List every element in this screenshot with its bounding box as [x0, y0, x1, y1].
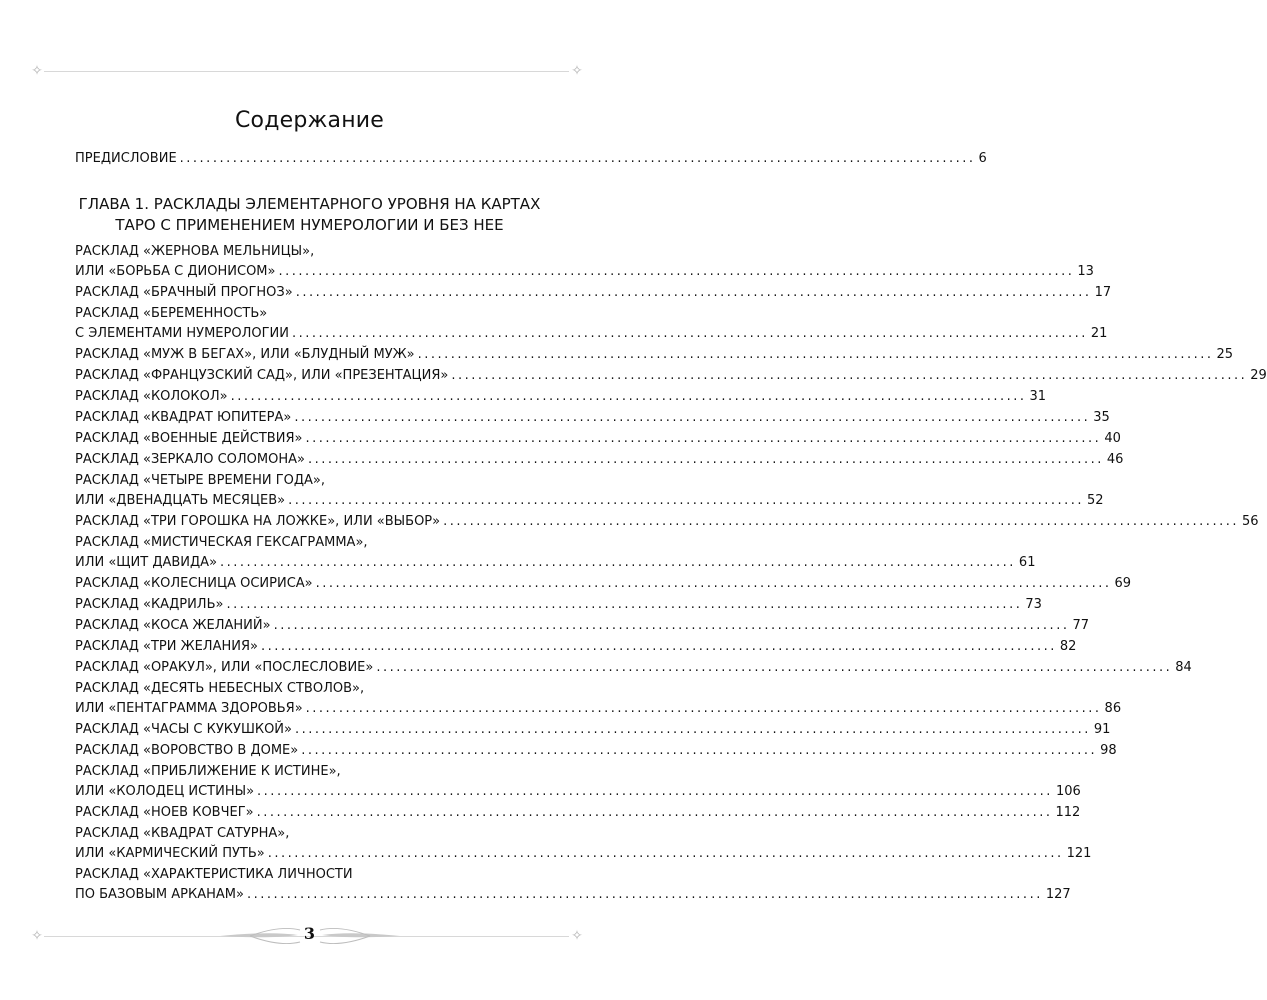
entry-label: РАСКЛАД «ФРАНЦУЗСКИЙ САД», ИЛИ «ПРЕЗЕНТАЦИЯ»: [75, 368, 449, 383]
entry-label: РАСКЛАД «НОЕВ КОВЧЕГ»: [75, 805, 254, 820]
toc-entry[interactable]: [75, 762, 1081, 802]
leader-dots: ........................................................................................................................: [257, 784, 1053, 799]
toc-entry[interactable]: [75, 533, 1036, 573]
toc-entry[interactable]: [75, 387, 1047, 407]
leader-dots: ........................................................................................................................: [267, 846, 1064, 861]
entry-label: РАСКЛАД «КВАДРАТ ЮПИТЕРА»: [75, 410, 292, 425]
leader-dots: ........................................................................................................................: [305, 431, 1102, 446]
sparkle-icon: ✧: [571, 63, 583, 79]
leader-dots: ........................................................................................................................: [443, 514, 1239, 529]
entry-page: 31: [1029, 389, 1047, 404]
chapter-line-1: ГЛАВА 1. РАСКЛАДЫ ЭЛЕМЕНТАРНОГО УРОВНЯ НА КАРТАХ: [78, 195, 541, 213]
toc-entry[interactable]: [75, 408, 1110, 428]
entry-label: РАСКЛАД «КАДРИЛЬ»: [75, 597, 224, 612]
entry-page: 13: [1077, 264, 1094, 279]
leader-dots: ........................................................................................................................: [301, 743, 1098, 758]
entry-page: 86: [1104, 701, 1122, 716]
leader-dots: ........................................................................................................................: [278, 264, 1075, 279]
entry-label: С ЭЛЕМЕНТАМИ НУМЕРОЛОГИИ: [75, 326, 289, 341]
toc-entry[interactable]: [75, 658, 1192, 678]
entry-page: 61: [1018, 555, 1036, 570]
entry-label-line: РАСКЛАД «БЕРЕМЕННОСТЬ»: [75, 306, 268, 321]
toc-entry[interactable]: [75, 803, 1081, 823]
entry-label: РАСКЛАД «ВОРОВСТВО В ДОМЕ»: [75, 743, 299, 758]
leader-dots: ........................................................................................................................: [226, 597, 1023, 612]
leader-dots: ........................................................................................................................: [295, 722, 1091, 737]
leader-dots: ........................................................................................................................: [220, 555, 1016, 570]
entry-label: ИЛИ «БОРЬБА С ДИОНИСОМ»: [75, 264, 276, 279]
entry-label: РАСКЛАД «ОРАКУЛ», ИЛИ «ПОСЛЕСЛОВИЕ»: [75, 660, 374, 675]
toc-entry[interactable]: [75, 741, 1117, 761]
entry-label: РАСКЛАД «ВОЕННЫЕ ДЕЙСТВИЯ»: [75, 431, 303, 446]
entry-page: 82: [1059, 639, 1077, 654]
toc-entry[interactable]: [75, 720, 1111, 740]
entry-label: РАСКЛАД «КОЛОКОЛ»: [75, 389, 228, 404]
entry-label: ИЛИ «ПЕНТАГРАММА ЗДОРОВЬЯ»: [75, 701, 303, 716]
entry-page: 35: [1093, 410, 1110, 425]
entry-label: РАСКЛАД «КОСА ЖЕЛАНИЙ»: [75, 618, 271, 633]
leader-dots: ........................................................................................................................: [230, 389, 1027, 404]
leader-dots: ........................................................................................................................: [294, 410, 1091, 425]
leader-dots: ........................................................................................................................: [376, 660, 1173, 675]
leader-dots: ........................................................................................................................: [246, 887, 1043, 902]
toc-entry[interactable]: [75, 512, 1259, 532]
entry-page: 91: [1093, 722, 1111, 737]
entry-page: 84: [1175, 660, 1192, 675]
entry-label-line: РАСКЛАД «ПРИБЛИЖЕНИЕ К ИСТИНЕ»,: [75, 764, 341, 779]
sparkle-icon: ✧: [31, 928, 43, 944]
toc-entry[interactable]: [75, 242, 1094, 282]
sparkle-icon: ✧: [571, 928, 583, 944]
leader-dots: ........................................................................................................................: [305, 701, 1102, 716]
leader-dots: ........................................................................................................................: [417, 347, 1214, 362]
toc-entry[interactable]: [75, 304, 1108, 344]
entry-label: ИЛИ «КОЛОДЕЦ ИСТИНЫ»: [75, 784, 255, 799]
entry-page: 6: [978, 151, 987, 166]
leader-dots: ........................................................................................................................: [256, 805, 1053, 820]
entry-page: 21: [1090, 326, 1108, 341]
entry-label-line: РАСКЛАД «ЧЕТЫРЕ ВРЕМЕНИ ГОДА»,: [75, 473, 326, 488]
leader-dots: ........................................................................................................................: [260, 639, 1057, 654]
entry-page: 25: [1216, 347, 1234, 362]
entry-label: ПО БАЗОВЫМ АРКАНАМ»: [75, 887, 244, 902]
toc-entry[interactable]: [75, 283, 1112, 303]
toc-entry[interactable]: [75, 595, 1042, 615]
sparkle-icon: ✧: [31, 63, 43, 79]
entry-page: 17: [1094, 285, 1112, 300]
entry-label: РАСКЛАД «ЧАСЫ С КУКУШКОЙ»: [75, 722, 292, 737]
leader-dots: ........................................................................................................................: [315, 576, 1112, 591]
leader-dots: ........................................................................................................................: [451, 368, 1248, 383]
entry-page: 40: [1104, 431, 1121, 446]
entry-page: 52: [1087, 493, 1104, 508]
toc-entry[interactable]: [75, 366, 1267, 386]
entry-page: 69: [1114, 576, 1132, 591]
entry-label-line: РАСКЛАД «ДЕСЯТЬ НЕБЕСНЫХ СТВОЛОВ»,: [75, 681, 365, 696]
leader-dots: ........................................................................................................................: [291, 326, 1088, 341]
toc-entry[interactable]: [75, 616, 1090, 636]
entry-label: ПРЕДИСЛОВИЕ: [75, 151, 177, 166]
toc-entry[interactable]: [75, 637, 1077, 657]
entry-page: 98: [1100, 743, 1117, 758]
entry-page: 112: [1055, 805, 1081, 820]
chapter-line-2: ТАРО С ПРИМЕНЕНИЕМ НУМЕРОЛОГИИ И БЕЗ НЕЕ: [115, 216, 504, 234]
entry-label: РАСКЛАД «КОЛЕСНИЦА ОСИРИСА»: [75, 576, 313, 591]
entry-label: ИЛИ «ДВЕНАДЦАТЬ МЕСЯЦЕВ»: [75, 493, 286, 508]
leader-dots: ........................................................................................................................: [308, 452, 1104, 467]
entry-label: РАСКЛАД «МУЖ В БЕГАХ», ИЛИ «БЛУДНЫЙ МУЖ»: [75, 347, 415, 362]
leader-dots: ........................................................................................................................: [288, 493, 1085, 508]
chapter-heading: [60, 194, 559, 236]
entry-label: РАСКЛАД «ЗЕРКАЛО СОЛОМОНА»: [75, 452, 305, 467]
leader-dots: ........................................................................................................................: [273, 618, 1070, 633]
toc-entry[interactable]: [75, 824, 1092, 864]
entry-page: 29: [1250, 368, 1267, 383]
toc-entry[interactable]: [75, 345, 1234, 365]
entry-page: 77: [1072, 618, 1090, 633]
entry-label: ИЛИ «ЩИТ ДАВИДА»: [75, 555, 218, 570]
top-rule: [44, 71, 569, 72]
entry-label-line: РАСКЛАД «МИСТИЧЕСКАЯ ГЕКСАГРАММА»,: [75, 535, 368, 550]
entry-label-line: РАСКЛАД «ХАРАКТЕРИСТИКА ЛИЧНОСТИ: [75, 867, 353, 882]
entry-label: РАСКЛАД «ТРИ ГОРОШКА НА ЛОЖКЕ», ИЛИ «ВЫБОР»: [75, 514, 441, 529]
entry-page: 56: [1241, 514, 1259, 529]
entry-label-line: РАСКЛАД «ЖЕРНОВА МЕЛЬНИЦЫ»,: [75, 244, 315, 259]
entry-label-line: РАСКЛАД «КВАДРАТ САТУРНА»,: [75, 826, 290, 841]
entry-page: 46: [1106, 452, 1124, 467]
toc-entry[interactable]: [75, 865, 1071, 905]
toc-list: [75, 242, 1267, 906]
entry-label: РАСКЛАД «ТРИ ЖЕЛАНИЯ»: [75, 639, 258, 654]
entry-label: РАСКЛАД «БРАЧНЫЙ ПРОГНОЗ»: [75, 285, 293, 300]
entry-page: 73: [1025, 597, 1042, 612]
toc-entry[interactable]: [75, 574, 1132, 594]
page-number: 3: [303, 924, 316, 943]
entry-page: 106: [1055, 784, 1081, 799]
entry-page: 121: [1066, 846, 1092, 861]
entry-label: ИЛИ «КАРМИЧЕСКИЙ ПУТЬ»: [75, 846, 265, 861]
toc-entry[interactable]: [75, 429, 1121, 449]
toc-entry[interactable]: [75, 679, 1122, 719]
entry-page: 127: [1045, 887, 1071, 902]
toc-entry[interactable]: [75, 450, 1124, 470]
page-title: Содержание: [234, 108, 385, 133]
leader-dots: ........................................................................................................................: [179, 151, 976, 166]
leader-dots: ........................................................................................................................: [295, 285, 1092, 300]
toc-entry[interactable]: [75, 471, 1104, 511]
preface-entry[interactable]: [75, 149, 987, 169]
